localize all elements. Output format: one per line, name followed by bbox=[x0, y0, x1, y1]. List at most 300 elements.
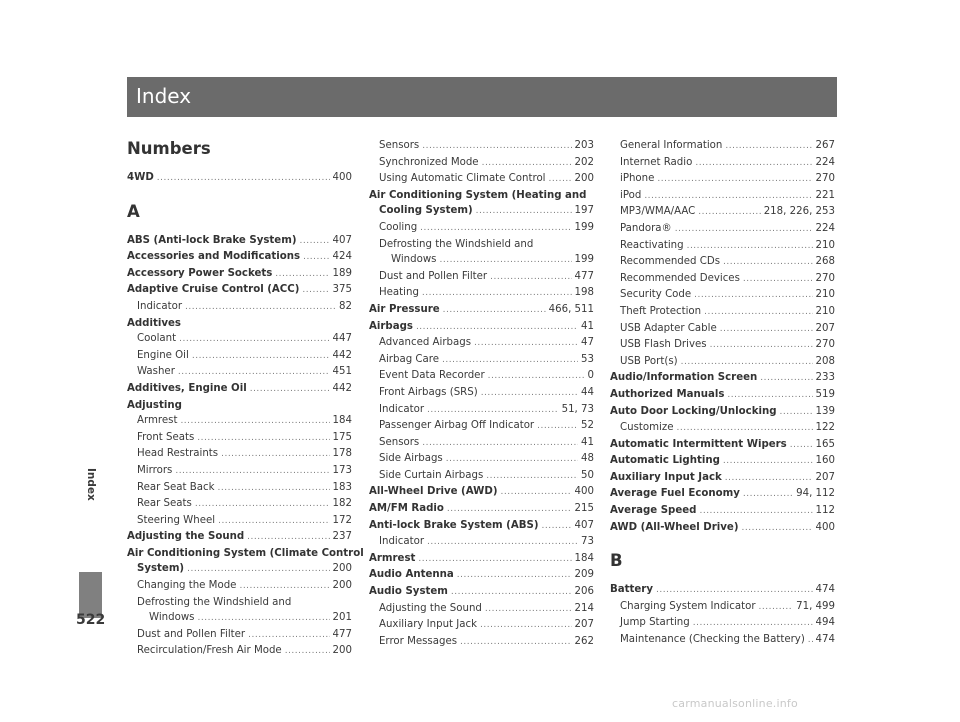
entry-term: Internet Radio bbox=[620, 156, 693, 168]
entry-pages[interactable]: 474 bbox=[815, 584, 835, 596]
entry-term: ABS (Anti-lock Brake System) bbox=[127, 234, 297, 246]
index-entry[interactable] bbox=[127, 496, 352, 513]
dot-leader bbox=[221, 447, 329, 463]
dot-leader bbox=[710, 338, 813, 354]
index-entry[interactable] bbox=[369, 368, 594, 385]
entry-term: Changing the Mode bbox=[137, 580, 237, 592]
entry-pages[interactable]: 474 bbox=[815, 634, 835, 646]
entry-term: Battery bbox=[610, 584, 653, 596]
entry-pages[interactable]: 172 bbox=[332, 514, 352, 526]
entry-pages[interactable]: 407 bbox=[574, 519, 594, 531]
dot-leader bbox=[178, 365, 330, 381]
dot-leader bbox=[197, 611, 329, 627]
index-entry[interactable] bbox=[610, 304, 835, 321]
index-entry[interactable] bbox=[127, 529, 352, 546]
entry-pages[interactable]: 210 bbox=[815, 239, 835, 251]
entry-term: iPhone bbox=[620, 173, 655, 185]
entry-term: Charging System Indicator bbox=[620, 600, 756, 612]
index-entry[interactable] bbox=[610, 387, 835, 404]
entry-term: System) bbox=[137, 563, 185, 575]
entry-pages[interactable]: 94, 112 bbox=[796, 488, 835, 500]
dot-leader bbox=[442, 353, 578, 369]
index-entry[interactable] bbox=[610, 599, 835, 616]
index-entry[interactable] bbox=[127, 249, 352, 266]
dot-leader bbox=[698, 205, 760, 221]
entry-pages[interactable]: 407 bbox=[332, 234, 352, 246]
entry-pages[interactable]: 208 bbox=[815, 355, 835, 367]
entry-pages[interactable]: 199 bbox=[574, 254, 594, 266]
entry-pages[interactable]: 200 bbox=[574, 173, 594, 185]
entry-term: Side Airbags bbox=[379, 453, 443, 465]
index-entry[interactable] bbox=[610, 155, 835, 172]
entry-pages[interactable]: 112 bbox=[815, 505, 835, 517]
index-entry[interactable] bbox=[127, 299, 352, 316]
dot-leader bbox=[541, 519, 571, 535]
dot-leader bbox=[549, 172, 572, 188]
dot-leader bbox=[447, 502, 572, 518]
entry-pages[interactable]: 183 bbox=[332, 481, 352, 493]
entry-pages[interactable]: 400 bbox=[332, 172, 352, 183]
dot-leader bbox=[457, 568, 572, 584]
entry-pages[interactable]: 442 bbox=[332, 349, 352, 361]
entry-pages[interactable]: 202 bbox=[574, 156, 594, 168]
entry-term: Average Fuel Economy bbox=[610, 488, 740, 500]
entry-pages[interactable]: 206 bbox=[574, 586, 594, 598]
index-entry[interactable] bbox=[127, 316, 352, 332]
entry-pages[interactable]: 210 bbox=[815, 305, 835, 317]
dot-leader bbox=[239, 579, 329, 595]
dot-leader bbox=[476, 204, 572, 220]
entry-pages[interactable]: 400 bbox=[815, 521, 835, 533]
index-entry[interactable] bbox=[610, 337, 835, 354]
dot-leader bbox=[422, 286, 572, 302]
dot-leader bbox=[299, 234, 329, 250]
index-entry[interactable] bbox=[610, 503, 835, 520]
index-entry[interactable] bbox=[127, 331, 352, 348]
index-entry[interactable] bbox=[610, 486, 835, 503]
entry-pages[interactable]: 51, 73 bbox=[561, 403, 594, 415]
index-entry[interactable] bbox=[127, 364, 352, 381]
entry-pages[interactable]: 175 bbox=[332, 431, 352, 443]
entry-term: Front Seats bbox=[137, 431, 195, 443]
entry-term: Additives bbox=[127, 317, 181, 329]
index-entry[interactable] bbox=[610, 632, 835, 649]
entry-term: Passenger Airbag Off Indicator bbox=[379, 420, 535, 432]
index-entry[interactable] bbox=[610, 204, 835, 221]
entry-term: Average Speed bbox=[610, 505, 697, 517]
entry-pages[interactable]: 209 bbox=[574, 569, 594, 581]
dot-leader bbox=[693, 616, 813, 632]
entry-pages[interactable]: 214 bbox=[574, 602, 594, 614]
entry-term: Adaptive Cruise Control (ACC) bbox=[127, 284, 300, 296]
header-bar bbox=[127, 77, 837, 117]
entry-pages[interactable]: 519 bbox=[815, 388, 835, 400]
entry-term: Windows bbox=[391, 254, 437, 266]
entry-term: Customize bbox=[620, 422, 674, 434]
entry-term: Additives, Engine Oil bbox=[127, 382, 247, 394]
entry-term: Using Automatic Climate Control bbox=[379, 173, 546, 185]
entry-pages[interactable]: 203 bbox=[574, 140, 594, 151]
index-entry[interactable] bbox=[369, 601, 594, 618]
entry-pages[interactable]: 270 bbox=[815, 173, 835, 185]
entry-pages[interactable]: 82 bbox=[339, 300, 352, 312]
entry-term: Indicator bbox=[137, 300, 183, 312]
entry-pages[interactable]: 200 bbox=[332, 563, 352, 575]
dot-leader bbox=[537, 419, 578, 435]
entry-pages[interactable]: 182 bbox=[332, 498, 352, 510]
entry-term: Sensors bbox=[379, 140, 420, 151]
dot-leader bbox=[675, 222, 813, 238]
entry-pages[interactable]: 224 bbox=[815, 156, 835, 168]
dot-leader bbox=[420, 221, 571, 237]
index-entry[interactable] bbox=[610, 453, 835, 470]
entry-term: Error Messages bbox=[379, 635, 458, 647]
entry-pages[interactable]: 178 bbox=[332, 448, 352, 460]
entry-term: Accessory Power Sockets bbox=[127, 267, 273, 279]
entry-term: Engine Oil bbox=[137, 349, 189, 361]
dot-leader bbox=[439, 253, 571, 269]
index-entry[interactable] bbox=[369, 617, 594, 634]
dot-leader bbox=[303, 250, 329, 266]
index-entry[interactable] bbox=[127, 595, 352, 611]
entry-term: Advanced Airbags bbox=[379, 337, 472, 349]
entry-pages[interactable]: 122 bbox=[815, 422, 835, 434]
dot-leader bbox=[247, 530, 329, 546]
entry-term: Audio Antenna bbox=[369, 569, 454, 581]
entry-term: Steering Wheel bbox=[137, 514, 216, 526]
dot-leader bbox=[723, 454, 813, 470]
dot-leader bbox=[451, 585, 572, 601]
entry-pages[interactable]: 477 bbox=[332, 628, 352, 640]
index-entry[interactable] bbox=[127, 348, 352, 365]
entry-term: Recommended CDs bbox=[620, 256, 720, 268]
entry-term: Airbags bbox=[369, 320, 413, 332]
entry-term: Jump Starting bbox=[620, 617, 690, 629]
index-entry[interactable] bbox=[369, 501, 594, 518]
index-entry[interactable] bbox=[127, 643, 352, 660]
index-entry[interactable] bbox=[127, 446, 352, 463]
entry-pages[interactable]: 50 bbox=[581, 469, 594, 481]
index-column-3 bbox=[610, 138, 835, 649]
index-entry[interactable] bbox=[369, 155, 594, 172]
dot-leader bbox=[723, 255, 813, 271]
spacer bbox=[127, 160, 352, 170]
entry-pages[interactable]: 44 bbox=[581, 386, 594, 398]
dot-leader bbox=[482, 156, 572, 172]
dot-leader bbox=[488, 369, 585, 385]
entry-pages[interactable]: 218, 226, 253 bbox=[763, 206, 835, 218]
entry-term: AWD (All-Wheel Drive) bbox=[610, 521, 739, 533]
index-entry[interactable] bbox=[610, 238, 835, 255]
index-entry[interactable] bbox=[610, 254, 835, 271]
index-entry[interactable] bbox=[369, 551, 594, 568]
entry-pages[interactable]: 200 bbox=[332, 580, 352, 592]
index-entry[interactable] bbox=[369, 518, 594, 535]
entry-term: Recirculation/Fresh Air Mode bbox=[137, 645, 282, 657]
dot-leader bbox=[481, 386, 578, 402]
index-entry[interactable] bbox=[610, 138, 835, 155]
index-entry[interactable] bbox=[127, 170, 352, 187]
index-entry[interactable] bbox=[369, 171, 594, 188]
entry-term: Indicator bbox=[379, 403, 425, 415]
entry-term: Authorized Manuals bbox=[610, 388, 725, 400]
index-entry[interactable] bbox=[610, 370, 835, 387]
index-entry[interactable] bbox=[127, 561, 352, 578]
index-entry[interactable] bbox=[127, 546, 364, 562]
dot-leader bbox=[197, 431, 329, 447]
index-entry[interactable] bbox=[610, 354, 835, 371]
dot-leader bbox=[790, 438, 813, 454]
entry-pages[interactable]: 451 bbox=[332, 366, 352, 378]
entry-pages[interactable]: 224 bbox=[815, 222, 835, 234]
index-entry[interactable] bbox=[610, 171, 835, 188]
dot-leader bbox=[302, 283, 329, 299]
index-entry[interactable] bbox=[369, 302, 594, 319]
index-entry[interactable] bbox=[369, 584, 594, 601]
dot-leader bbox=[175, 464, 329, 480]
entry-pages[interactable]: 189 bbox=[332, 267, 352, 279]
section-heading: Numbers bbox=[127, 139, 211, 158]
dot-leader bbox=[743, 272, 813, 288]
dot-leader bbox=[695, 156, 812, 172]
index-entry[interactable] bbox=[127, 513, 352, 530]
section-heading: B bbox=[610, 551, 623, 571]
index-entry[interactable] bbox=[369, 451, 594, 468]
index-entry[interactable] bbox=[369, 285, 594, 302]
entry-term: Windows bbox=[149, 612, 195, 624]
entry-pages[interactable]: 48 bbox=[581, 453, 594, 465]
entry-term: Theft Protection bbox=[620, 305, 702, 317]
entry-pages[interactable]: 197 bbox=[574, 205, 594, 217]
entry-term: Coolant bbox=[137, 333, 177, 345]
index-entry[interactable] bbox=[610, 321, 835, 338]
entry-pages[interactable]: 207 bbox=[574, 619, 594, 631]
spacer bbox=[610, 572, 835, 582]
entry-pages[interactable]: 199 bbox=[574, 221, 594, 233]
entry-pages[interactable]: 139 bbox=[815, 405, 835, 417]
entry-pages[interactable]: 165 bbox=[815, 438, 835, 450]
index-entry[interactable] bbox=[610, 520, 835, 537]
entry-term: Event Data Recorder bbox=[379, 370, 485, 382]
entry-term: Audio/Information Screen bbox=[610, 372, 758, 384]
index-entry[interactable] bbox=[369, 138, 594, 155]
entry-pages[interactable]: 262 bbox=[574, 635, 594, 647]
entry-pages[interactable]: 477 bbox=[574, 270, 594, 282]
entry-pages[interactable]: 53 bbox=[581, 353, 594, 365]
dot-leader bbox=[187, 562, 329, 578]
index-entry[interactable] bbox=[369, 352, 594, 369]
index-entry[interactable] bbox=[369, 237, 594, 253]
entry-pages[interactable]: 184 bbox=[332, 415, 352, 427]
index-entry[interactable] bbox=[610, 470, 835, 487]
entry-term: USB Adapter Cable bbox=[620, 322, 717, 334]
dot-leader bbox=[676, 421, 812, 437]
entry-pages[interactable]: 237 bbox=[332, 531, 352, 543]
entry-term: General Information bbox=[620, 140, 723, 151]
entry-term: USB Port(s) bbox=[620, 355, 678, 367]
entry-pages[interactable]: 270 bbox=[815, 272, 835, 284]
entry-pages[interactable]: 210 bbox=[815, 289, 835, 301]
entry-pages[interactable]: 447 bbox=[332, 333, 352, 345]
index-entry[interactable] bbox=[369, 269, 594, 286]
dot-leader bbox=[656, 583, 813, 599]
index-entry[interactable] bbox=[369, 335, 594, 352]
entry-term: Defrosting the Windshield and bbox=[137, 596, 292, 608]
entry-pages[interactable]: 41 bbox=[581, 320, 594, 332]
index-entry[interactable] bbox=[610, 287, 835, 304]
dot-leader bbox=[180, 414, 329, 430]
entry-pages[interactable]: 184 bbox=[574, 552, 594, 564]
index-entry[interactable] bbox=[610, 437, 835, 454]
entry-term: Audio System bbox=[369, 586, 448, 598]
entry-pages[interactable]: 201 bbox=[332, 612, 352, 624]
section-heading: A bbox=[127, 201, 140, 221]
index-entry[interactable] bbox=[127, 480, 352, 497]
entry-pages[interactable]: 198 bbox=[574, 287, 594, 299]
index-entry[interactable] bbox=[369, 252, 594, 269]
entry-pages[interactable]: 160 bbox=[815, 455, 835, 467]
index-entry[interactable] bbox=[127, 627, 352, 644]
entry-pages[interactable]: 424 bbox=[332, 251, 352, 263]
index-entry[interactable] bbox=[610, 420, 835, 437]
entry-pages[interactable]: 233 bbox=[815, 372, 835, 384]
dot-leader bbox=[443, 303, 546, 319]
entry-term: 4WD bbox=[127, 172, 154, 183]
entry-pages[interactable]: 270 bbox=[815, 339, 835, 351]
dot-leader bbox=[727, 388, 812, 404]
entry-pages[interactable]: 73 bbox=[581, 536, 594, 548]
dot-leader bbox=[474, 336, 578, 352]
entry-pages[interactable]: 400 bbox=[574, 486, 594, 498]
entry-pages[interactable]: 200 bbox=[332, 645, 352, 657]
entry-term: Auxiliary Input Jack bbox=[610, 471, 722, 483]
dot-leader bbox=[427, 403, 559, 419]
dot-leader bbox=[480, 618, 572, 634]
entry-pages[interactable]: 494 bbox=[815, 617, 835, 629]
entry-term: Front Airbags (SRS) bbox=[379, 386, 478, 398]
index-entry[interactable] bbox=[369, 385, 594, 402]
dot-leader bbox=[250, 382, 330, 398]
index-entry[interactable] bbox=[369, 402, 594, 419]
dot-leader bbox=[192, 349, 330, 365]
dot-leader bbox=[704, 305, 812, 321]
index-entry[interactable] bbox=[369, 220, 594, 237]
entry-pages[interactable]: 47 bbox=[581, 337, 594, 349]
dot-leader bbox=[460, 635, 572, 651]
entry-pages[interactable]: 0 bbox=[587, 370, 594, 382]
index-entry[interactable] bbox=[610, 404, 835, 421]
entry-pages[interactable]: 173 bbox=[332, 464, 352, 476]
entry-term: Anti-lock Brake System (ABS) bbox=[369, 519, 539, 531]
dot-leader bbox=[699, 504, 812, 520]
dot-leader bbox=[485, 602, 572, 618]
index-entry[interactable] bbox=[610, 615, 835, 632]
entry-term: Airbag Care bbox=[379, 353, 439, 365]
index-entry[interactable] bbox=[127, 398, 352, 414]
dot-leader bbox=[742, 521, 813, 537]
index-entry[interactable] bbox=[127, 610, 352, 627]
entry-pages[interactable]: 267 bbox=[815, 140, 835, 151]
index-entry[interactable] bbox=[127, 282, 352, 299]
index-entry[interactable] bbox=[369, 188, 594, 204]
entry-term: Air Conditioning System (Climate Control bbox=[127, 547, 364, 559]
dot-leader bbox=[694, 288, 812, 304]
entry-term: Mirrors bbox=[137, 464, 173, 476]
watermark: carmanualsonline.info bbox=[672, 697, 798, 710]
dot-leader bbox=[720, 322, 813, 338]
index-entry[interactable] bbox=[127, 463, 352, 480]
entry-pages[interactable]: 207 bbox=[815, 471, 835, 483]
index-entry[interactable] bbox=[369, 534, 594, 551]
entry-pages[interactable]: 221 bbox=[815, 189, 835, 201]
dot-leader bbox=[218, 481, 330, 497]
entry-pages[interactable]: 52 bbox=[581, 420, 594, 432]
index-entry[interactable] bbox=[127, 578, 352, 595]
index-column-1 bbox=[127, 138, 364, 660]
entry-pages[interactable]: 207 bbox=[815, 322, 835, 334]
entry-term: USB Flash Drives bbox=[620, 339, 707, 351]
entry-term: All-Wheel Drive (AWD) bbox=[369, 486, 498, 498]
index-entry[interactable] bbox=[127, 381, 352, 398]
dot-leader bbox=[486, 469, 578, 485]
index-entry[interactable] bbox=[127, 413, 352, 430]
dot-leader bbox=[490, 270, 571, 286]
dot-leader bbox=[218, 514, 329, 530]
entry-term: Adjusting the Sound bbox=[379, 602, 482, 614]
index-entry[interactable] bbox=[127, 430, 352, 447]
index-entry[interactable] bbox=[610, 582, 835, 599]
dot-leader bbox=[501, 485, 572, 501]
entry-term: Synchronized Mode bbox=[379, 156, 479, 168]
index-entry[interactable] bbox=[369, 567, 594, 584]
entry-pages[interactable]: 442 bbox=[332, 382, 352, 394]
index-entry[interactable] bbox=[610, 271, 835, 288]
index-entry[interactable] bbox=[127, 266, 352, 283]
entry-term: Head Restraints bbox=[137, 448, 219, 460]
index-entry[interactable] bbox=[369, 468, 594, 485]
entry-term: Cooling System) bbox=[379, 205, 473, 217]
entry-pages[interactable]: 375 bbox=[332, 284, 352, 296]
index-entry[interactable] bbox=[610, 221, 835, 238]
dot-leader bbox=[725, 139, 812, 155]
index-entry[interactable] bbox=[610, 188, 835, 205]
index-entry[interactable] bbox=[369, 484, 594, 501]
index-entry[interactable] bbox=[127, 233, 352, 250]
entry-term: iPod bbox=[620, 189, 642, 201]
entry-term: AM/FM Radio bbox=[369, 503, 444, 515]
index-entry[interactable] bbox=[369, 634, 594, 651]
entry-pages[interactable]: 268 bbox=[815, 256, 835, 268]
index-entry[interactable] bbox=[369, 418, 594, 435]
index-entry[interactable] bbox=[369, 203, 594, 220]
entry-term: Air Pressure bbox=[369, 303, 440, 315]
side-tab-label: Index bbox=[85, 468, 97, 501]
entry-pages[interactable]: 71, 499 bbox=[796, 600, 835, 612]
dot-leader bbox=[657, 172, 812, 188]
dot-leader bbox=[446, 452, 578, 468]
index-entry[interactable] bbox=[369, 435, 594, 452]
spacer bbox=[610, 536, 835, 550]
dot-leader bbox=[285, 644, 330, 660]
entry-pages[interactable]: 466, 511 bbox=[548, 303, 594, 315]
entry-term: Armrest bbox=[137, 415, 178, 427]
spacer bbox=[127, 187, 352, 201]
index-entry[interactable] bbox=[369, 319, 594, 336]
dot-leader bbox=[725, 471, 813, 487]
entry-term: MP3/WMA/AAC bbox=[620, 206, 696, 218]
entry-pages[interactable]: 41 bbox=[581, 436, 594, 448]
entry-pages[interactable]: 215 bbox=[574, 503, 594, 515]
